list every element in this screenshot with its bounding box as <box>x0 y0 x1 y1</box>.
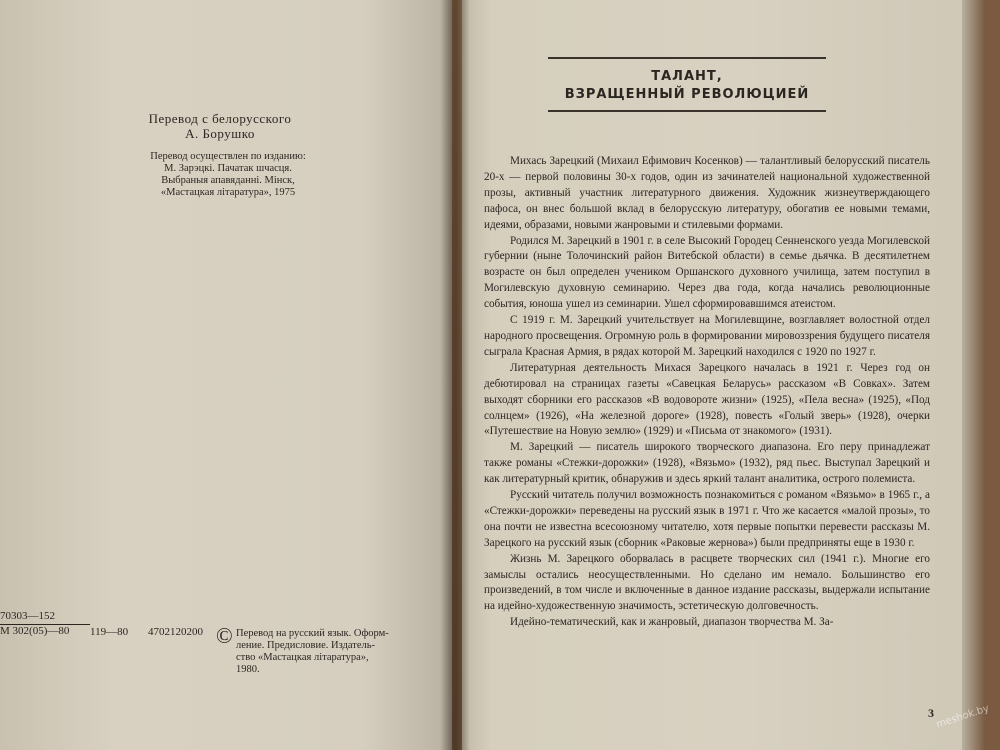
imprint-block <box>236 628 426 676</box>
paragraph: С 1919 г. М. Зарецкий учительствует на Могилевщине, возглавляет волостной отдел народного просвещения. Огромную роль в формировании мировоззрения будущего писателя сыграла Красная Армия, в рядах которой М. Зарецкий находился с 1920 по 1927 г. <box>484 314 930 358</box>
catalog-code-bottom: М 302(05)—80 <box>0 624 90 638</box>
edition-line: М. Зарэцкі. Пачатак шчасця. <box>164 163 292 174</box>
page-edge <box>962 0 1000 750</box>
imprint-line: 1980. <box>236 664 260 675</box>
paragraph: М. Зарецкий — писатель широкого творческого диапазона. Его перу принадлежат также романы «Стежки-дорожки» (1928), «Вязьмо» (1932), ряд пьес. Выступал Зарецкий и как литературный критик, обнаружив и здесь яркий талант аналитика, острого полемиста. <box>484 441 930 486</box>
paragraph: Жизнь М. Зарецкого оборвалась в расцвете творческих сил (1941 г.). Многие его замыслы остались неосуществленными. Но сделано им немало. Большинство его произведений, в том числе и включенные в данное издание рассказы, выдержали испытание на идейно-художественную значимость, эстетическую долговечность. <box>484 552 930 613</box>
imprint-line: Перевод на русский язык. Оформ- <box>236 628 389 639</box>
chapter-body <box>484 154 930 631</box>
title-rule-top <box>548 57 826 59</box>
left-page <box>0 0 452 750</box>
book-gutter <box>440 0 470 750</box>
edition-line: Выбраныя апавяданні. Мінск, <box>161 175 295 186</box>
translation-note-line-1: Перевод с белорусского <box>148 111 292 126</box>
watermark: meshok.by <box>935 703 991 731</box>
edition-line: Перевод осуществлен по изданию: <box>150 151 306 162</box>
imprint-line: ление. Предисловие. Издатель- <box>236 640 376 651</box>
chapter-title-line-2: ВЗРАЩЕННЫЙ РЕВОЛЮЦИЕЙ <box>564 87 810 102</box>
isbn-code: 4702120200 <box>148 626 203 638</box>
paragraph: Русский читатель получил возможность познакомиться с романом «Вязьмо» в 1965 г., а «Стежки-дорожки» переведены на русский язык в 1971 г. Что же касается «малой прозы», то она почти не известна всесоюзному читателю, хотя первые попытки перевести рассказы М. Зарецкого на русский язык (сборник «Раковые жернова») были предприняты еще в 1930 г. <box>484 489 930 549</box>
copyright-icon: © <box>216 623 233 648</box>
translator-name: А. Борушко <box>185 126 255 141</box>
page-number: 3 <box>928 706 934 720</box>
paragraph: Литературная деятельность Михася Зарецкого началась в 1921 г. Через год он дебютировал на страницах газеты «Савецкая Беларусь» рассказом «В Совках». Затем выходят сборники его рассказов «В водовороте жизни» (1925), «Пела весна» (1925), «Под солнцем» (1926), «На железной дороге» (1928), повесть «Голый зверь» (1928), очерки «Путешествие на Новую землю» (1929) и «Письма от знакомого» (1931). <box>484 361 930 438</box>
imprint-line: ство «Мастацкая літаратура», <box>236 652 369 663</box>
paragraph: Михась Зарецкий (Михаил Ефимович Косенков) — талантливый белорусский писатель 20-х — первой половины 30-х годов, один из зачинателей национальной художественной прозы, активный участник литературного движения. Художник жизнеутверждающего пафоса, он внес большой вклад в белорусскую литературу, обогатив ее новыми темами, идеями, образами, новыми жанровыми и стилевыми формами. <box>484 155 930 231</box>
catalog-code-top: 70303—152 <box>0 610 55 622</box>
title-rule-bottom <box>548 110 826 112</box>
edition-line: «Мастацкая літаратура», 1975 <box>160 187 296 198</box>
catalog-number: 119—80 <box>90 626 129 638</box>
paragraph: Идейно-тематический, как и жанровый, диапазон творчества М. За- <box>510 616 834 629</box>
paragraph: Родился М. Зарецкий в 1901 г. в селе Высокий Городец Сенненского уезда Могилевской губернии (ныне Толочинский район Витебской области) в семье дьячка. В десятилетнем возрасте он был определен учеником Оршанского духовного училища, затем поступил в Могилевскую духовную семинарию. Через два года, когда начались революционные события, юноша ушел из семинарии. Ушел сформировавшимся атеистом. <box>484 234 930 311</box>
source-edition-block <box>128 151 328 199</box>
chapter-title-line-1: ТАЛАНТ, <box>651 69 723 84</box>
